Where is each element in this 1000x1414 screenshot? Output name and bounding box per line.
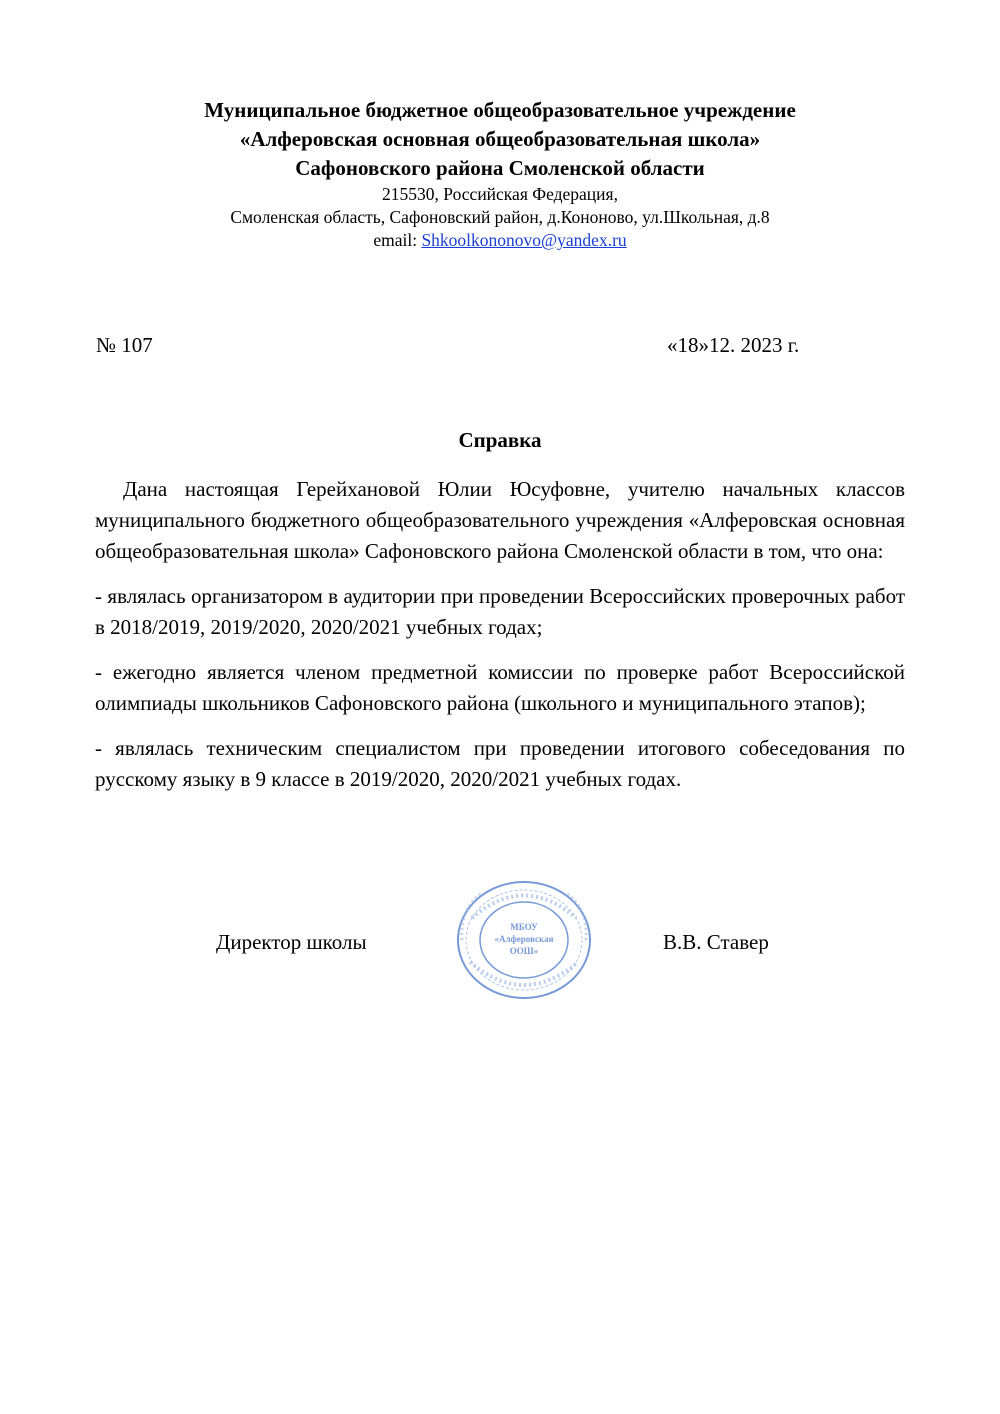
document-title: Справка [458, 428, 542, 452]
list-item-interview: - являлась техническим специалистом при проведении итогового собеседования по русскому языку в 9 классе в 2019/2020, 2020/2021 учебных годах. [95, 736, 905, 791]
signatory-name: В.В. Ставер [663, 930, 769, 954]
school-stamp-icon [452, 878, 602, 1008]
org-name-line1: Муниципальное бюджетное общеобразовательное учреждение [204, 98, 796, 122]
document-body [95, 474, 905, 809]
signatory-position: Директор школы [216, 930, 367, 954]
email-line [95, 229, 905, 252]
list-item-vpr: - являлась организатором в аудитории при проведении Всероссийских проверочных работ в 2018/2019, 2019/2020, 2020/2021 учебных годах; [95, 584, 905, 639]
org-name-line2: «Алферовская основная общеобразовательная школа» [239, 127, 761, 151]
document-number: № 107 [96, 333, 153, 357]
intro-paragraph: Дана настоящая Герейхановой Юлии Юсуфовне, учителю начальных классов муниципального бюджетного общеобразовательного учреждения «Алферовская основная общеобразовательная школа» Сафоновского района Смоленской области в том, что она: [95, 477, 905, 563]
stamp-line3: ООШ» [509, 946, 539, 956]
address-line1: 215530, Российская Федерация, [382, 184, 618, 204]
email-link[interactable]: Shkoolkononovo@yandex.ru [421, 230, 627, 250]
list-item-olympiad: - ежегодно является членом предметной комиссии по проверке работ Всероссийской олимпиады школьников Сафоновского района (школьного и муниципального этапов); [95, 660, 905, 715]
document-date: «18»12. 2023 г. [667, 333, 800, 357]
letterhead [95, 96, 905, 252]
email-label: email: [373, 230, 418, 250]
address-line2: Смоленская область, Сафоновский район, д.Кононово, ул.Школьная, д.8 [230, 207, 770, 227]
org-name-line3: Сафоновского района Смоленской области [295, 156, 705, 180]
stamp-line2: «Алферовская [494, 934, 554, 944]
stamp-line1: МБОУ [510, 922, 538, 932]
